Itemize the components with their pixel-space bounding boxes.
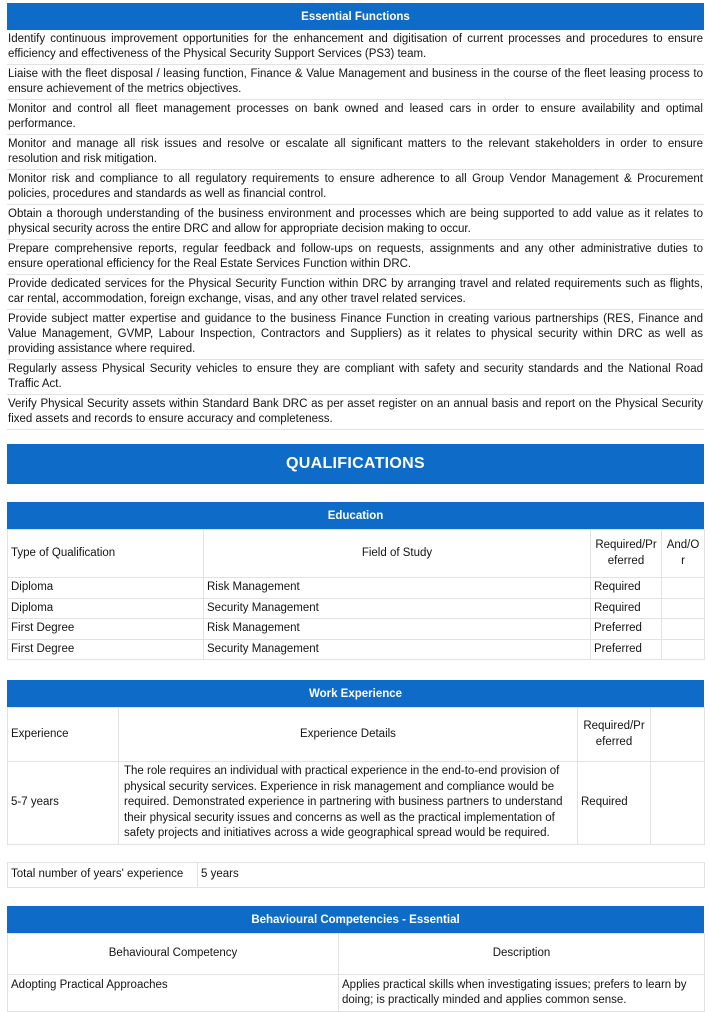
and-or — [662, 619, 705, 640]
extra-cell — [651, 762, 705, 845]
essential-function-item: Provide dedicated services for the Physical Security Function within DRC by arranging travel and related requirements such as flights, car rental, accommodation, foreign exchange, visas, and any other travel related services. — [7, 275, 704, 310]
behavioural-competency-col: Behavioural Competency — [8, 934, 339, 975]
spacer — [7, 888, 704, 906]
essential-function-item: Liaise with the fleet disposal / leasing function, Finance & Value Management and business in the course of the fleet leasing process to ensure achievement of the metrics objectives. — [7, 65, 704, 100]
work-experience-section — [7, 680, 704, 888]
and-or — [662, 578, 705, 599]
qualification-type: First Degree — [8, 619, 204, 640]
essential-function-item: Regularly assess Physical Security vehicles to ensure they are compliant with safety and security standards and the National Road Traffic Act. — [7, 360, 704, 395]
education-col-andor: And/Or — [662, 530, 705, 578]
required-preferred: Required — [591, 598, 662, 619]
essential-function-item: Verify Physical Security assets within Standard Bank DRC as per asset register on an annual basis and report on the Physical Security fixed assets and records to ensure accuracy and completeness. — [7, 395, 704, 430]
and-or — [662, 598, 705, 619]
field-of-study: Risk Management — [204, 619, 591, 640]
required-preferred: Preferred — [591, 639, 662, 660]
total-experience-row — [8, 862, 705, 888]
field-of-study: Security Management — [204, 598, 591, 619]
education-row — [8, 619, 705, 640]
spacer — [7, 660, 704, 680]
essential-function-item: Prepare comprehensive reports, regular feedback and follow-ups on requests, assignments and any other administrative duties to ensure operational efficiency for the Real Estate Services Function within DRC. — [7, 240, 704, 275]
essential-function-item: Monitor and control all fleet management processes on bank owned and leased cars in order to ensure availability and optimal performance. — [7, 100, 704, 135]
work-experience-table — [7, 707, 705, 845]
qualification-type: Diploma — [8, 578, 204, 599]
essential-functions-header: Essential Functions — [7, 3, 704, 30]
essential-function-item: Obtain a thorough understanding of the business environment and processes which are being supported to add value as it relates to physical security across the entire DRC and allow for appropriate decision making to occur. — [7, 205, 704, 240]
required-preferred: Preferred — [591, 619, 662, 640]
description-col: Description — [339, 934, 705, 975]
essential-function-item: Monitor and manage all risk issues and resolve or escalate all significant matters to the relevant stakeholders in order to ensure resolution and risk mitigation. — [7, 135, 704, 170]
qualification-type: Diploma — [8, 598, 204, 619]
required-preferred: Required — [578, 762, 651, 845]
education-row — [8, 578, 705, 599]
extra-col — [651, 708, 705, 762]
spacer — [7, 430, 704, 444]
spacer — [7, 484, 704, 502]
work-experience-header: Work Experience — [7, 680, 704, 707]
spacer — [7, 845, 704, 862]
education-table — [7, 529, 705, 660]
behavioural-competencies-section — [7, 906, 704, 1012]
and-or — [662, 639, 705, 660]
work-experience-table-header-row — [8, 708, 705, 762]
essential-function-item: Provide subject matter expertise and guidance to the business Finance Function in creating various partnerships (RES, Finance and Value Management, GVMP, Labour Inspection, Contractors and Suppliers) as it relates to physical security within DRC as well as providing assistance where required. — [7, 310, 704, 360]
education-section — [7, 502, 704, 660]
total-experience-value: 5 years — [198, 862, 705, 888]
experience-details: The role requires an individual with practical experience in the end-to-end provision of physical security services. Experience in risk management and compliance would be required. Demonstrated experience in partnering with business partners to understand their physical security issues and concerns as well as the practical implementation of safety projects and initiatives across a wide geographical spread would be required. — [119, 762, 578, 845]
competency-name: Adopting Practical Approaches — [8, 974, 339, 1011]
behavioural-competencies-header: Behavioural Competencies - Essential — [7, 906, 704, 933]
work-experience-row — [8, 762, 705, 845]
behavioural-competencies-table — [7, 933, 705, 1012]
competency-description: Applies practical skills when investigating issues; prefers to learn by doing; is practically minded and applies common sense. — [339, 974, 705, 1011]
total-experience-table — [7, 862, 705, 889]
essential-functions-list — [7, 30, 704, 430]
behavioural-table-header-row — [8, 934, 705, 975]
field-of-study: Risk Management — [204, 578, 591, 599]
education-col-required: Required/Preferred — [591, 530, 662, 578]
field-of-study: Security Management — [204, 639, 591, 660]
essential-function-item: Monitor risk and compliance to all regulatory requirements to ensure adherence to all Group Vendor Management & Procurement policies, procedures and standards as well as financial control. — [7, 170, 704, 205]
total-experience-label: Total number of years' experience — [8, 862, 198, 888]
required-preferred-col: Required/Preferred — [578, 708, 651, 762]
experience-col: Experience — [8, 708, 119, 762]
required-preferred: Required — [591, 578, 662, 599]
education-col-type: Type of Qualification — [8, 530, 204, 578]
experience-details-col: Experience Details — [119, 708, 578, 762]
essential-function-item: Identify continuous improvement opportunities for the enhancement and digitisation of current processes and procedures to ensure efficiency and effectiveness of the Physical Security Support Services (PS3) team. — [7, 30, 704, 65]
experience-years: 5-7 years — [8, 762, 119, 845]
education-table-header-row — [8, 530, 705, 578]
behavioural-competency-row — [8, 974, 705, 1011]
education-row — [8, 639, 705, 660]
qualification-type: First Degree — [8, 639, 204, 660]
education-row — [8, 598, 705, 619]
essential-functions-section — [7, 3, 704, 430]
education-header: Education — [7, 502, 704, 529]
qualifications-banner: QUALIFICATIONS — [7, 444, 704, 484]
education-col-field: Field of Study — [204, 530, 591, 578]
